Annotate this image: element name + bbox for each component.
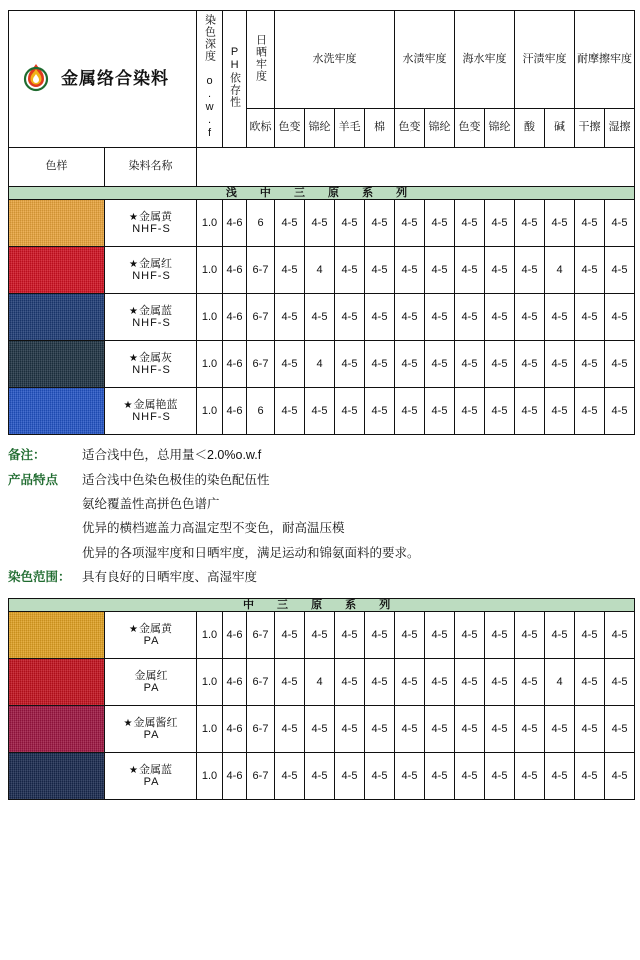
cell-perspiration-alkali: 4-5 [545, 753, 575, 800]
cell-waterstain-change: 4-5 [395, 612, 425, 659]
cell-perspiration-alkali: 4 [545, 659, 575, 706]
cell-wash-wool: 4-5 [335, 753, 365, 800]
table-row [9, 388, 635, 435]
cell-waterstain-nylon: 4-5 [425, 659, 455, 706]
dye-name: 金属蓝 [138, 304, 172, 317]
cell-rub-wet: 4-5 [605, 612, 635, 659]
cell-seawater-nylon: 4-5 [485, 612, 515, 659]
cell-light: 6-7 [247, 294, 275, 341]
cell-seawater-change: 4-5 [455, 659, 485, 706]
table-row [9, 612, 635, 659]
cell-wash-change: 4-5 [275, 294, 305, 341]
brand-logo-cell [9, 11, 197, 148]
cell-waterstain-nylon: 4-5 [425, 753, 455, 800]
note-remark-label: 备注： [8, 448, 46, 463]
dye-code: NHF-S [132, 411, 171, 424]
cell-rub-dry: 4-5 [575, 294, 605, 341]
cell-waterstain-change: 4-5 [395, 294, 425, 341]
cell-wash-nylon: 4 [305, 341, 335, 388]
cell-ph: 4-6 [223, 706, 247, 753]
cell-ph: 4-6 [223, 294, 247, 341]
cell-seawater-nylon: 4-5 [485, 753, 515, 800]
cell-perspiration-acid: 4-5 [515, 612, 545, 659]
cell-wash-cotton: 4-5 [365, 753, 395, 800]
cell-perspiration-acid: 4-5 [515, 388, 545, 435]
cell-seawater-change: 4-5 [455, 388, 485, 435]
cell-ph: 4-6 [223, 200, 247, 247]
cell-perspiration-alkali: 4-5 [545, 341, 575, 388]
cell-waterstain-nylon: 4-5 [425, 612, 455, 659]
star-icon: ★ [129, 211, 138, 223]
cell-perspiration-acid: 4-5 [515, 659, 545, 706]
cell-ph: 4-6 [223, 247, 247, 294]
cell-light: 6-7 [247, 247, 275, 294]
cell-seawater-nylon: 4-5 [485, 294, 515, 341]
dye-code: NHF-S [132, 223, 171, 236]
cell-depth: 1.0 [197, 659, 223, 706]
note-feature-line-4: 优异的各项湿牢度和日晒牢度，满足运动和锦氨面料的要求。 [82, 545, 420, 560]
col-header-perspiration-alkali: 碱 [545, 108, 575, 147]
group-header-lightfastness: 日晒牢度 [247, 11, 275, 109]
dye-code: NHF-S [132, 270, 171, 283]
cell-wash-change: 4-5 [275, 612, 305, 659]
notes-block [8, 443, 632, 589]
cell-rub-dry: 4-5 [575, 659, 605, 706]
fastness-table-section-2 [8, 598, 635, 801]
cell-wash-nylon: 4-5 [305, 294, 335, 341]
cell-wash-wool: 4-5 [335, 659, 365, 706]
cell-light: 6 [247, 200, 275, 247]
col-header-seawater-nylon: 锦纶 [485, 108, 515, 147]
star-icon: ★ [129, 352, 138, 364]
cell-seawater-nylon: 4-5 [485, 247, 515, 294]
cell-wash-wool: 4-5 [335, 612, 365, 659]
cell-wash-wool: 4-5 [335, 341, 365, 388]
dye-name: 金属黄 [138, 622, 172, 635]
cell-wash-wool: 4-5 [335, 247, 365, 294]
dye-name-cell [105, 294, 197, 341]
color-swatch [9, 659, 105, 706]
cell-seawater-change: 4-5 [455, 294, 485, 341]
col-header-wash-nylon: 锦纶 [305, 108, 335, 147]
header-row-labels [9, 147, 635, 186]
note-feature-line-1: 适合浅中色染色极佳的染色配伍性 [82, 472, 270, 487]
cell-waterstain-change: 4-5 [395, 200, 425, 247]
col-header-swatch: 色样 [9, 147, 105, 186]
cell-depth: 1.0 [197, 247, 223, 294]
dye-code: PA [143, 635, 160, 648]
dye-code: NHF-S [132, 364, 171, 377]
section-banner-1: 浅 中 三 原 系 列 [9, 186, 635, 200]
col-header-name: 染料名称 [105, 147, 197, 186]
cell-rub-wet: 4-5 [605, 294, 635, 341]
cell-perspiration-acid: 4-5 [515, 753, 545, 800]
color-swatch [9, 247, 105, 294]
cell-seawater-change: 4-5 [455, 612, 485, 659]
star-icon: ★ [129, 258, 138, 270]
table-row [9, 659, 635, 706]
cell-rub-wet: 4-5 [605, 388, 635, 435]
cell-wash-change: 4-5 [275, 659, 305, 706]
color-swatch [9, 294, 105, 341]
cell-depth: 1.0 [197, 341, 223, 388]
cell-wash-cotton: 4-5 [365, 659, 395, 706]
cell-wash-change: 4-5 [275, 341, 305, 388]
cell-wash-nylon: 4 [305, 247, 335, 294]
star-icon: ★ [129, 305, 138, 317]
col-header-wash-wool: 羊毛 [335, 108, 365, 147]
cell-rub-wet: 4-5 [605, 341, 635, 388]
cell-depth: 1.0 [197, 200, 223, 247]
group-header-seawater: 海水牢度 [455, 11, 515, 109]
col-header-light-euro: 欧标 [247, 108, 275, 147]
table-row [9, 753, 635, 800]
cell-perspiration-acid: 4-5 [515, 247, 545, 294]
cell-perspiration-acid: 4-5 [515, 341, 545, 388]
cell-depth: 1.0 [197, 706, 223, 753]
color-swatch [9, 706, 105, 753]
dye-name: 金属红 [134, 669, 168, 682]
flame-logo-icon [19, 62, 53, 96]
col-header-depth: 染色深度 o.w.f [197, 11, 223, 148]
cell-light: 6-7 [247, 753, 275, 800]
dye-name-cell [105, 341, 197, 388]
cell-light: 6 [247, 388, 275, 435]
cell-depth: 1.0 [197, 753, 223, 800]
cell-rub-dry: 4-5 [575, 753, 605, 800]
dye-name: 金属蓝 [138, 763, 172, 776]
dye-name: 金属艳蓝 [133, 398, 178, 411]
star-icon: ★ [123, 399, 133, 411]
cell-wash-nylon: 4-5 [305, 388, 335, 435]
cell-rub-dry: 4-5 [575, 341, 605, 388]
col-header-ph: PH依存性 [223, 11, 247, 148]
cell-wash-change: 4-5 [275, 706, 305, 753]
note-range-label: 染色范围： [8, 570, 71, 585]
group-header-rub: 耐摩擦牢度 [575, 11, 635, 109]
table-row [9, 294, 635, 341]
cell-waterstain-change: 4-5 [395, 388, 425, 435]
cell-perspiration-alkali: 4-5 [545, 200, 575, 247]
dye-name-cell [105, 612, 197, 659]
dye-name: 金属酱红 [133, 716, 178, 729]
cell-depth: 1.0 [197, 294, 223, 341]
cell-wash-cotton: 4-5 [365, 612, 395, 659]
cell-rub-wet: 4-5 [605, 659, 635, 706]
cell-perspiration-alkali: 4-5 [545, 388, 575, 435]
dye-name-cell [105, 706, 197, 753]
dye-code: PA [143, 729, 160, 742]
cell-wash-wool: 4-5 [335, 706, 365, 753]
cell-rub-wet: 4-5 [605, 247, 635, 294]
cell-rub-dry: 4-5 [575, 612, 605, 659]
col-header-perspiration-acid: 酸 [515, 108, 545, 147]
cell-wash-nylon: 4-5 [305, 753, 335, 800]
star-icon: ★ [129, 623, 138, 635]
cell-perspiration-alkali: 4-5 [545, 612, 575, 659]
cell-wash-change: 4-5 [275, 200, 305, 247]
table-row [9, 200, 635, 247]
cell-seawater-change: 4-5 [455, 341, 485, 388]
cell-perspiration-acid: 4-5 [515, 706, 545, 753]
color-swatch [9, 612, 105, 659]
fastness-table-section-1 [8, 10, 635, 435]
cell-seawater-nylon: 4-5 [485, 706, 515, 753]
col-header-rub-dry: 干擦 [575, 108, 605, 147]
cell-waterstain-nylon: 4-5 [425, 388, 455, 435]
cell-depth: 1.0 [197, 612, 223, 659]
group-header-waterstain: 水渍牢度 [395, 11, 455, 109]
cell-rub-dry: 4-5 [575, 388, 605, 435]
note-range-text: 具有良好的日晒牢度、高湿牢度 [82, 570, 258, 585]
cell-wash-cotton: 4-5 [365, 706, 395, 753]
col-header-waterstain-nylon: 锦纶 [425, 108, 455, 147]
brand-title: 金属络合染料 [61, 69, 169, 89]
cell-rub-wet: 4-5 [605, 753, 635, 800]
cell-wash-change: 4-5 [275, 388, 305, 435]
table-row [9, 341, 635, 388]
cell-waterstain-nylon: 4-5 [425, 706, 455, 753]
cell-waterstain-change: 4-5 [395, 659, 425, 706]
table-row [9, 247, 635, 294]
dye-name-cell [105, 388, 197, 435]
cell-waterstain-change: 4-5 [395, 706, 425, 753]
col-header-wash-cotton: 棉 [365, 108, 395, 147]
cell-wash-wool: 4-5 [335, 200, 365, 247]
cell-ph: 4-6 [223, 341, 247, 388]
cell-wash-cotton: 4-5 [365, 341, 395, 388]
cell-wash-wool: 4-5 [335, 294, 365, 341]
color-swatch [9, 753, 105, 800]
dye-name: 金属红 [138, 257, 172, 270]
section-banner-row-1 [9, 186, 635, 200]
cell-wash-nylon: 4 [305, 659, 335, 706]
note-feature-label: 产品特点 [8, 472, 59, 487]
note-feature-line-2: 氨纶覆盖性高拼色色谱广 [82, 497, 220, 512]
cell-waterstain-change: 4-5 [395, 753, 425, 800]
cell-perspiration-alkali: 4-5 [545, 706, 575, 753]
dye-name: 金属灰 [138, 351, 172, 364]
cell-waterstain-change: 4-5 [395, 247, 425, 294]
cell-rub-dry: 4-5 [575, 706, 605, 753]
note-feature [8, 468, 632, 492]
cell-waterstain-nylon: 4-5 [425, 294, 455, 341]
cell-seawater-nylon: 4-5 [485, 659, 515, 706]
cell-wash-nylon: 4-5 [305, 612, 335, 659]
cell-wash-nylon: 4-5 [305, 200, 335, 247]
note-remark-text: 适合浅中色，总用量＜2.0%o.w.f [82, 448, 262, 463]
cell-ph: 4-6 [223, 388, 247, 435]
cell-ph: 4-6 [223, 753, 247, 800]
dye-name-cell [105, 200, 197, 247]
color-swatch [9, 388, 105, 435]
dye-code: NHF-S [132, 317, 171, 330]
cell-light: 6-7 [247, 341, 275, 388]
cell-rub-dry: 4-5 [575, 200, 605, 247]
cell-seawater-nylon: 4-5 [485, 200, 515, 247]
dye-name-cell [105, 659, 197, 706]
cell-light: 6-7 [247, 612, 275, 659]
color-swatch [9, 341, 105, 388]
cell-wash-change: 4-5 [275, 753, 305, 800]
note-feature-line-3: 优异的横档遮盖力高温定型不变色，耐高温压模 [82, 521, 345, 536]
cell-wash-cotton: 4-5 [365, 247, 395, 294]
group-header-perspiration: 汗渍牢度 [515, 11, 575, 109]
col-header-wash-change: 色变 [275, 108, 305, 147]
star-icon: ★ [129, 764, 138, 776]
cell-wash-cotton: 4-5 [365, 294, 395, 341]
cell-wash-wool: 4-5 [335, 388, 365, 435]
cell-wash-nylon: 4-5 [305, 706, 335, 753]
dye-code: PA [143, 776, 160, 789]
cell-perspiration-acid: 4-5 [515, 294, 545, 341]
cell-seawater-change: 4-5 [455, 706, 485, 753]
section-banner-row-2 [9, 598, 635, 612]
col-header-seawater-change: 色变 [455, 108, 485, 147]
table-row [9, 706, 635, 753]
cell-seawater-change: 4-5 [455, 200, 485, 247]
note-remark [8, 443, 632, 467]
cell-waterstain-nylon: 4-5 [425, 200, 455, 247]
cell-ph: 4-6 [223, 659, 247, 706]
header-row-groups [9, 11, 635, 109]
cell-wash-change: 4-5 [275, 247, 305, 294]
cell-perspiration-alkali: 4-5 [545, 294, 575, 341]
cell-wash-cotton: 4-5 [365, 200, 395, 247]
cell-perspiration-acid: 4-5 [515, 200, 545, 247]
cell-wash-cotton: 4-5 [365, 388, 395, 435]
cell-seawater-nylon: 4-5 [485, 341, 515, 388]
dye-name-cell [105, 753, 197, 800]
cell-waterstain-nylon: 4-5 [425, 341, 455, 388]
cell-light: 6-7 [247, 659, 275, 706]
col-header-waterstain-change: 色变 [395, 108, 425, 147]
cell-rub-wet: 4-5 [605, 706, 635, 753]
col-header-rub-wet: 湿擦 [605, 108, 635, 147]
dye-name: 金属黄 [138, 210, 172, 223]
cell-waterstain-change: 4-5 [395, 341, 425, 388]
note-range [8, 565, 632, 589]
cell-depth: 1.0 [197, 388, 223, 435]
cell-perspiration-alkali: 4 [545, 247, 575, 294]
dye-name-cell [105, 247, 197, 294]
dye-code: PA [143, 682, 160, 695]
group-header-wash: 水洗牢度 [275, 11, 395, 109]
cell-rub-dry: 4-5 [575, 247, 605, 294]
cell-seawater-change: 4-5 [455, 247, 485, 294]
cell-seawater-nylon: 4-5 [485, 388, 515, 435]
cell-ph: 4-6 [223, 612, 247, 659]
color-swatch [9, 200, 105, 247]
cell-waterstain-nylon: 4-5 [425, 247, 455, 294]
cell-light: 6-7 [247, 706, 275, 753]
cell-rub-wet: 4-5 [605, 200, 635, 247]
star-icon: ★ [123, 717, 133, 729]
cell-seawater-change: 4-5 [455, 753, 485, 800]
section-banner-2: 中 三 原 系 列 [9, 598, 635, 612]
